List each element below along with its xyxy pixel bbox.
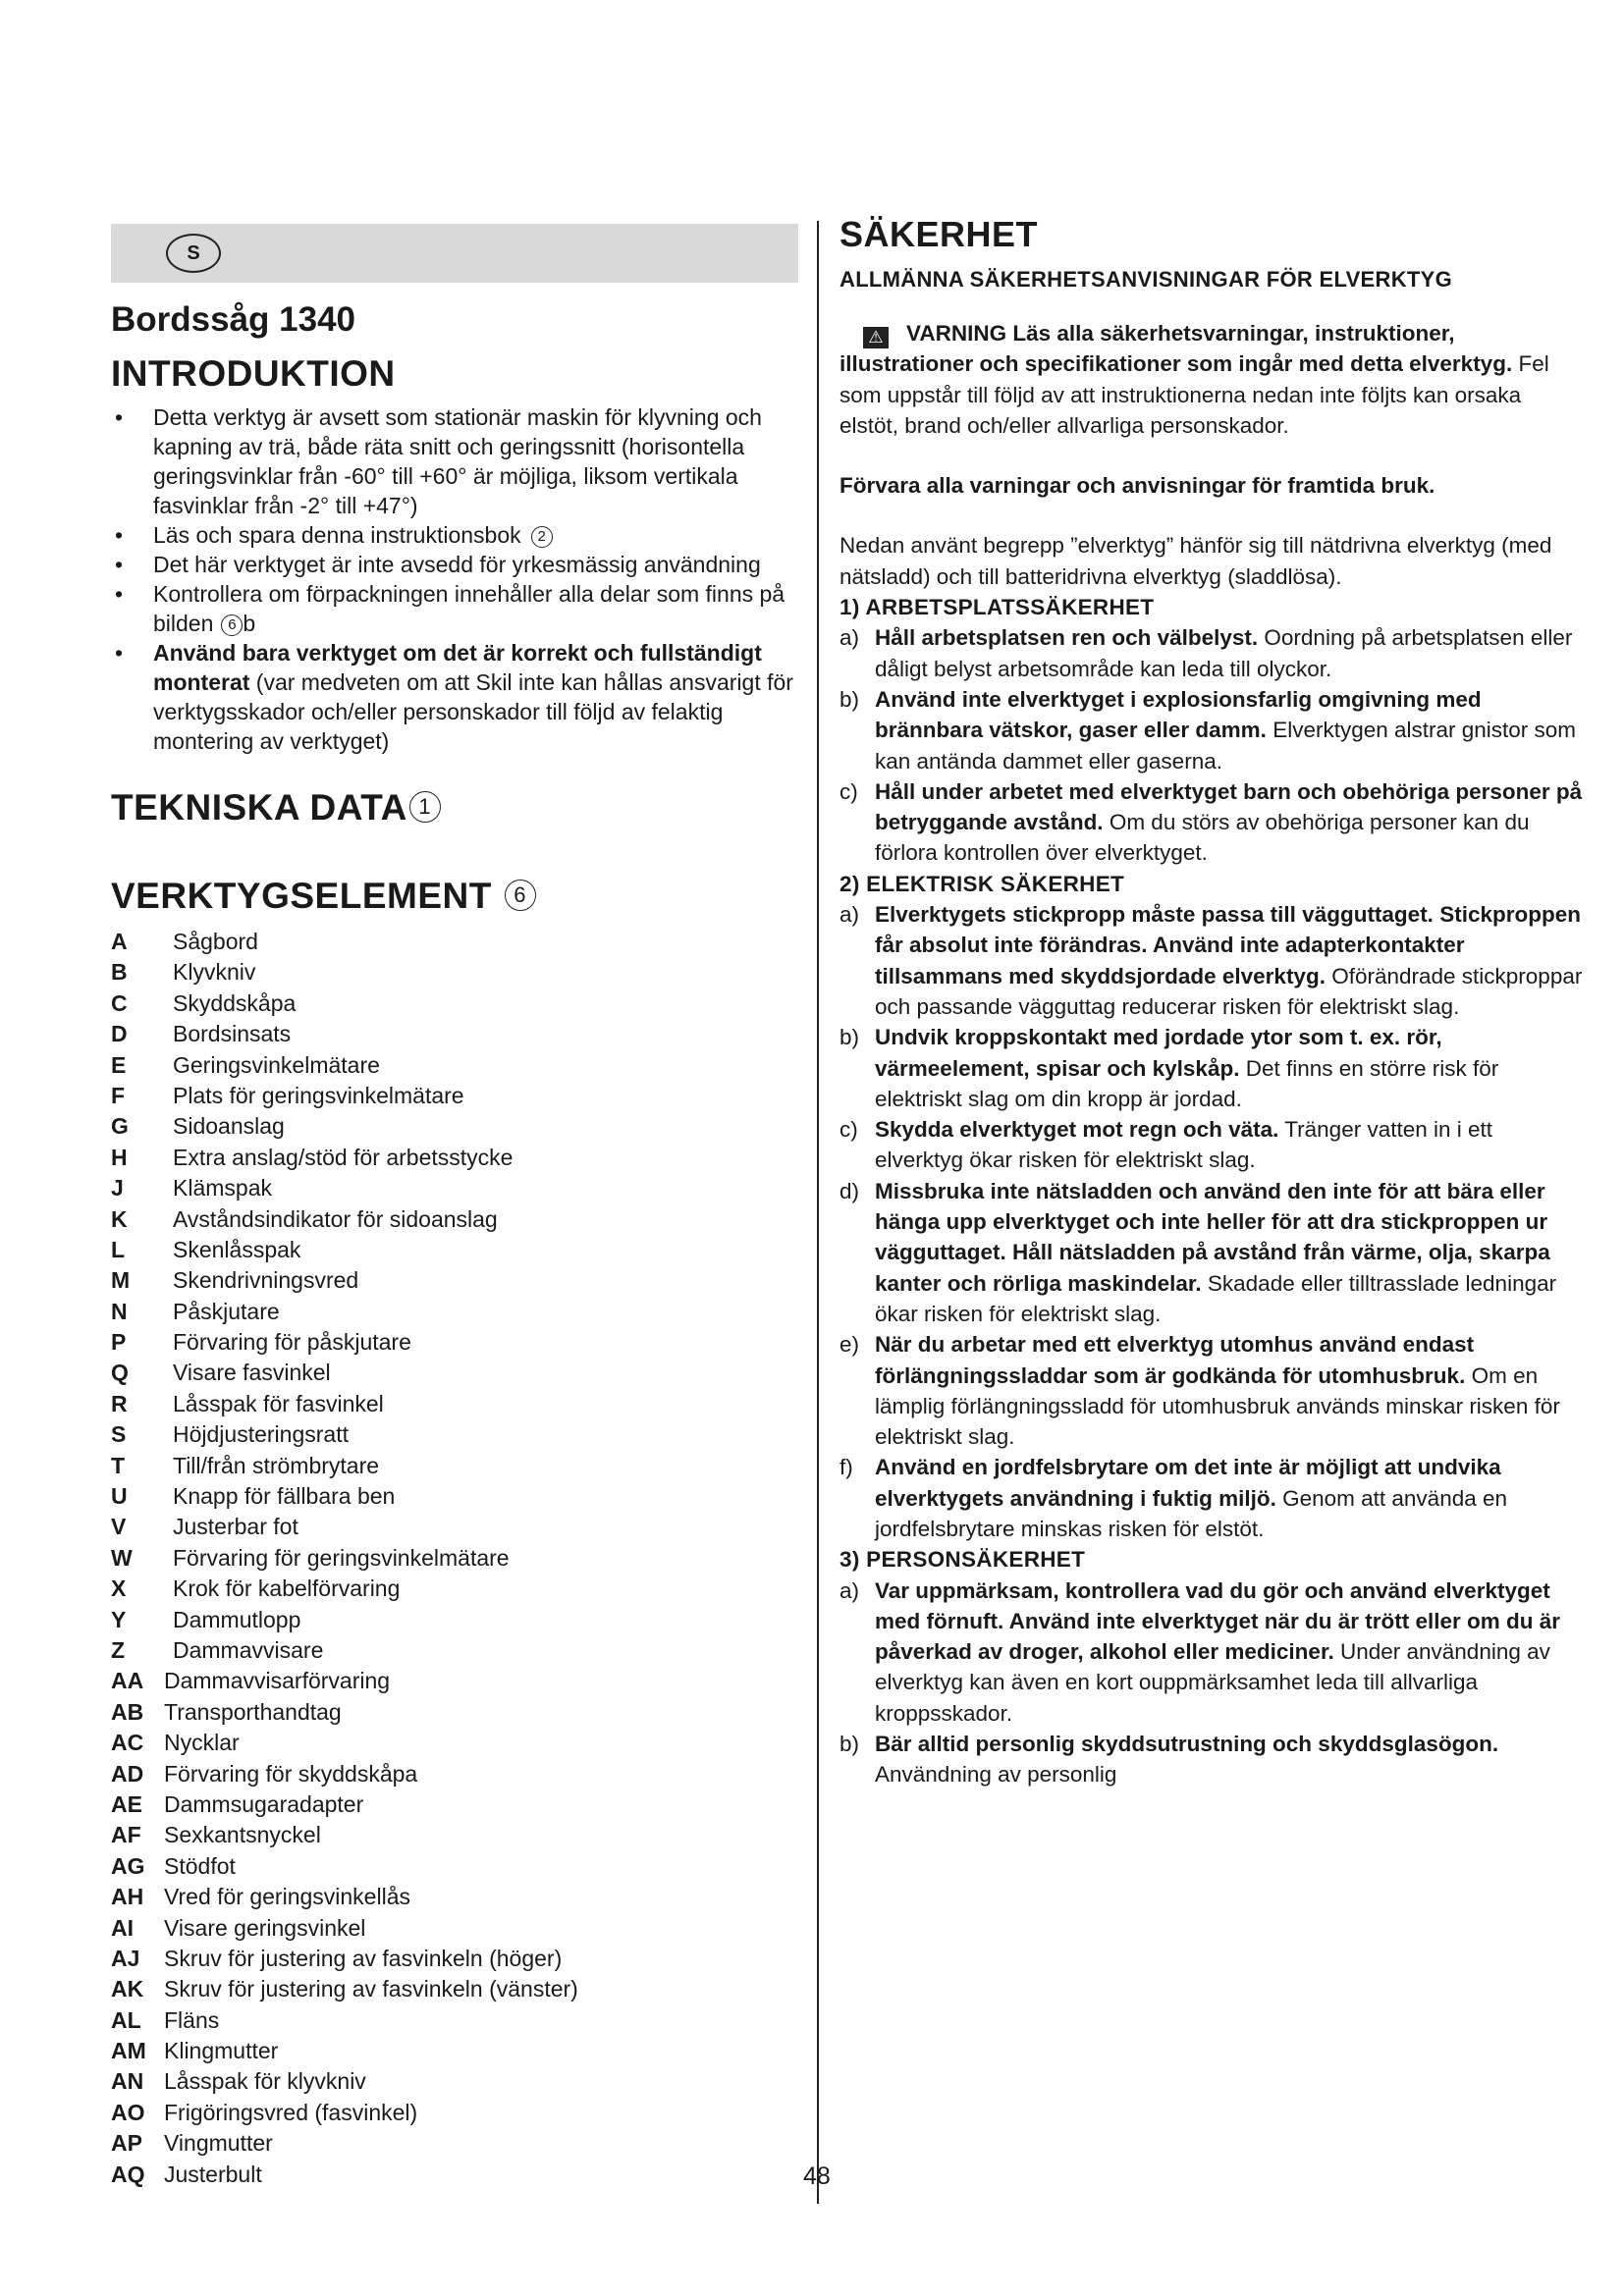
list-item: • Använd bara verktyget om det är korrekt och fullständigt monterat (var medveten om att Skil inte kan hållas ansvarigt för verktygsskador och/eller personskador till följd av felaktig montering av verktyget) xyxy=(111,638,798,756)
part-key: AF xyxy=(111,1822,141,1848)
part-row xyxy=(111,1944,798,1974)
part-row xyxy=(111,1173,798,1203)
language-band xyxy=(111,224,798,283)
part-row xyxy=(111,2128,798,2159)
part-key: M xyxy=(111,1267,131,1294)
part-key: AQ xyxy=(111,2161,145,2187)
part-key: S xyxy=(111,1421,127,1448)
figure-ref-badge: 1 xyxy=(409,791,441,823)
part-row xyxy=(111,2066,798,2097)
list-item: d) Missbruka inte nätsladden och använd den inte för att bära eller hänga upp elverktyget och inte heller för att dra stickproppen ur vägguttaget. Håll nätsladden på avstånd från värme, olja, skarpa kanter och rörliga maskindelar. Skadade eller tilltrasslade ledningar ökar risken för elektriskt slag. xyxy=(839,1178,1557,1326)
part-row xyxy=(111,1419,798,1450)
part-row xyxy=(111,1789,798,1820)
list-item: • Det här verktyget är inte avsedd för yrkesmässig användning xyxy=(111,550,798,579)
part-key: F xyxy=(111,1082,126,1108)
section-personal-title: 3) PERSONSÄKERHET xyxy=(839,1547,1086,1573)
part-row xyxy=(111,1882,798,1912)
keep-instructions: Förvara alla varningar och anvisningar för framtida bruk. xyxy=(839,473,1435,499)
part-row xyxy=(111,1389,798,1419)
part-name: Påskjutare xyxy=(173,1298,280,1324)
part-name: Justerbar fot xyxy=(173,1514,298,1540)
part-row xyxy=(111,1820,798,1850)
left-column xyxy=(111,224,798,2190)
part-row xyxy=(111,1974,798,2004)
part-name: Justerbult xyxy=(164,2161,262,2187)
part-key: AO xyxy=(111,2099,145,2125)
part-key: AI xyxy=(111,1914,134,1941)
part-key: X xyxy=(111,1575,127,1602)
part-key: C xyxy=(111,989,128,1016)
part-key: AC xyxy=(111,1730,144,1756)
part-key: E xyxy=(111,1051,127,1078)
part-name: Vred för geringsvinkellås xyxy=(164,1884,410,1910)
part-name: Höjdjusteringsratt xyxy=(173,1421,349,1448)
list-item: a) Håll arbetsplatsen ren och välbelyst. Oordning på arbetsplatsen eller dåligt belyst arbetsområde kan leda till olyckor. xyxy=(839,625,1573,681)
part-name: Visare fasvinkel xyxy=(173,1360,331,1386)
section-work-area-title: 1) ARBETSPLATSSÄKERHET xyxy=(839,595,1155,620)
part-key: H xyxy=(111,1144,128,1170)
part-row xyxy=(111,1327,798,1358)
part-row xyxy=(111,1605,798,1635)
part-name: Förvaring för skyddskåpa xyxy=(164,1760,418,1787)
warning-paragraph: ⚠ VARNING Läs alla säkerhetsvarningar, instruktioner, illustrationer och specifikationer som ingår med detta elverktyg. Fel som uppstår till följd av att instruktionerna nedan inte följts kan orsaka elstöt, brand och/eller allvarliga personskador. xyxy=(839,321,1549,438)
safety-title: SÄKERHET xyxy=(839,214,1039,254)
part-name: Plats för geringsvinkelmätare xyxy=(173,1082,464,1108)
part-name: Krok för kabelförvaring xyxy=(173,1575,401,1602)
part-name: Visare geringsvinkel xyxy=(164,1914,366,1941)
list-item: b) Använd inte elverktyget i explosionsfarlig omgivning med brännbara vätskor, gaser eller damm. Elverktygen alstrar gnistor som kan antända dammet eller gaserna. xyxy=(839,686,1577,774)
part-name: Knapp för fällbara ben xyxy=(173,1483,396,1510)
part-name: Skenlåsspak xyxy=(173,1236,301,1262)
part-name: Avståndsindikator för sidoanslag xyxy=(173,1205,498,1232)
part-key: R xyxy=(111,1390,128,1416)
part-row xyxy=(111,1235,798,1265)
part-key: L xyxy=(111,1236,126,1262)
part-row xyxy=(111,2160,798,2190)
part-row xyxy=(111,1265,798,1296)
part-row xyxy=(111,1081,798,1111)
part-name: Nycklar xyxy=(164,1730,240,1756)
part-key: AM xyxy=(111,2038,146,2064)
part-key: B xyxy=(111,959,128,986)
part-name: Dammavvisare xyxy=(173,1636,324,1663)
list-item: f) Använd en jordfelsbrytare om det inte är möjligt att undvika elverktygets användning i fuktig miljö. Genom att använda en jordfelsbrytare minskas risken för elstöt. xyxy=(839,1455,1508,1541)
figure-ref-badge: 6 xyxy=(221,614,243,636)
part-name: Låsspak för klyvkniv xyxy=(164,2068,366,2095)
part-key: G xyxy=(111,1113,129,1140)
safety-subtitle: ALLMÄNNA SÄKERHETSANVISNINGAR FÖR ELVERKTYG xyxy=(839,267,1453,292)
part-name: Förvaring för påskjutare xyxy=(173,1329,411,1356)
part-key: AL xyxy=(111,2006,141,2033)
part-row xyxy=(111,2036,798,2066)
part-row xyxy=(111,1543,798,1574)
parts-list xyxy=(111,927,798,2190)
part-name: Sexkantsnyckel xyxy=(164,1822,321,1848)
part-row xyxy=(111,1759,798,1789)
list-item: c) Skydda elverktyget mot regn och väta. Tränger vatten in i ett elverktyg ökar risken för elektriskt slag. xyxy=(839,1117,1493,1173)
part-name: Stödfot xyxy=(164,1852,236,1879)
part-name: Dammsugaradapter xyxy=(164,1790,364,1817)
part-key: N xyxy=(111,1298,128,1324)
part-key: P xyxy=(111,1329,127,1356)
list-item: • Detta verktyg är avsett som stationär maskin för klyvning och kapning av trä, både räta snitt och geringssnitt (horisontella geringsvinklar från -60° till +60° är möjliga, liksom vertikala fasvinklar från -2° till +47°) xyxy=(111,402,798,520)
part-row xyxy=(111,1666,798,1696)
list-item: b) Bär alltid personlig skyddsutrustning och skyddsglasögon. Användning av personlig xyxy=(839,1732,1499,1788)
part-key: T xyxy=(111,1452,126,1478)
part-row xyxy=(111,2005,798,2036)
part-key: D xyxy=(111,1021,128,1047)
part-key: AG xyxy=(111,1852,145,1879)
part-key: V xyxy=(111,1514,127,1540)
list-item: • Läs och spara denna instruktionsbok 2 xyxy=(111,520,798,550)
right-column xyxy=(839,214,1586,1790)
part-row xyxy=(111,957,798,988)
part-key: AN xyxy=(111,2068,144,2095)
part-name: Till/från strömbrytare xyxy=(173,1452,380,1478)
intro-title: INTRODUKTION xyxy=(111,353,396,394)
part-key: W xyxy=(111,1544,133,1571)
part-name: Transporthandtag xyxy=(164,1698,342,1725)
list-item: e) När du arbetar med ett elverktyg utomhus använd endast förlängningssladdar som är godkända för utomhusbruk. Om en lämplig förlängningssladd för utomhusbruk används minskar risken för elektriskt slag. xyxy=(839,1332,1560,1450)
tech-data-title: TEKNISKA DATA 1 xyxy=(111,787,798,828)
part-key: J xyxy=(111,1175,124,1201)
definition-paragraph: Nedan använt begrepp ”elverktyg” hänför sig till nätdrivna elverktyg (med nätsladd) och till batteridrivna elverktyg (sladdlösa). xyxy=(839,533,1552,589)
part-row xyxy=(111,1728,798,1758)
part-key: K xyxy=(111,1205,128,1232)
part-key: Z xyxy=(111,1636,126,1663)
part-key: AE xyxy=(111,1790,142,1817)
figure-ref-badge: 2 xyxy=(531,526,553,548)
part-name: Frigöringsvred (fasvinkel) xyxy=(164,2099,418,2125)
warning-icon: ⚠ xyxy=(863,327,889,348)
list-item: • Kontrollera om förpackningen innehåller alla delar som finns på bilden 6 b xyxy=(111,579,798,638)
list-item: c) Håll under arbetet med elverktyget barn och obehöriga personer på betryggande avstånd. Om du störs av obehöriga personer kan du förlora kontrollen över elverktyget. xyxy=(839,778,1583,866)
intro-bullets xyxy=(111,402,798,756)
part-name: Klämspak xyxy=(173,1175,272,1201)
part-row xyxy=(111,1050,798,1081)
part-row xyxy=(111,1358,798,1388)
part-key: AP xyxy=(111,2130,142,2157)
part-name: Klingmutter xyxy=(164,2038,279,2064)
part-row xyxy=(111,1574,798,1604)
part-row xyxy=(111,2098,798,2128)
part-row xyxy=(111,1451,798,1481)
column-divider xyxy=(817,221,819,2204)
part-name: Klyvkniv xyxy=(173,959,256,986)
part-key: AD xyxy=(111,1760,144,1787)
part-row xyxy=(111,1481,798,1512)
part-name: Skendrivningsvred xyxy=(173,1267,359,1294)
section-electrical-title: 2) ELEKTRISK SÄKERHET xyxy=(839,871,1125,896)
list-item: b) Undvik kroppskontakt med jordade ytor som t. ex. rör, värmeelement, spisar och kylskåp. Det finns en större risk för elektriskt slag om din kropp är jordad. xyxy=(839,1025,1499,1111)
page-number: 48 xyxy=(803,2163,831,2190)
part-name: Geringsvinkelmätare xyxy=(173,1051,380,1078)
part-row xyxy=(111,1204,798,1235)
part-key: U xyxy=(111,1483,128,1510)
part-row xyxy=(111,1635,798,1666)
part-row xyxy=(111,1512,798,1542)
list-item: a) Var uppmärksam, kontrollera vad du gör och använd elverktyget med förnuft. Använd inte elverktyget när du är trött eller om du är påverkad av droger, alkohol eller mediciner. Under användning av elverktyg kan även en kort ouppmärksamhet leda till allvarliga kroppsskador. xyxy=(839,1577,1561,1726)
part-name: Låsspak för fasvinkel xyxy=(173,1390,384,1416)
figure-ref-badge: 6 xyxy=(505,880,536,911)
part-name: Skruv för justering av fasvinkeln (höger) xyxy=(164,1945,563,1971)
part-key: Y xyxy=(111,1606,127,1632)
part-row xyxy=(111,988,798,1019)
part-key: A xyxy=(111,929,128,954)
part-row xyxy=(111,1851,798,1882)
part-name: Sågbord xyxy=(173,929,258,954)
part-row xyxy=(111,927,798,957)
language-badge: S xyxy=(166,234,221,273)
part-row xyxy=(111,1111,798,1142)
part-key: AB xyxy=(111,1698,144,1725)
part-name: Dammutlopp xyxy=(173,1606,301,1632)
part-key: AK xyxy=(111,1976,144,2002)
part-name: Skyddskåpa xyxy=(173,989,297,1016)
part-key: AA xyxy=(111,1668,144,1694)
part-row xyxy=(111,1297,798,1327)
part-name: Fläns xyxy=(164,2006,220,2033)
part-row xyxy=(111,1143,798,1173)
product-title: Bordssåg 1340 xyxy=(111,300,356,339)
part-row xyxy=(111,1913,798,1944)
tool-elements-title: VERKTYGSELEMENT 6 xyxy=(111,876,798,917)
part-name: Extra anslag/stöd för arbetsstycke xyxy=(173,1144,514,1170)
part-name: Bordsinsats xyxy=(173,1021,292,1047)
part-name: Sidoanslag xyxy=(173,1113,285,1140)
part-key: AJ xyxy=(111,1945,140,1971)
part-row xyxy=(111,1019,798,1049)
part-name: Skruv för justering av fasvinkeln (vänster) xyxy=(164,1976,578,2002)
part-key: Q xyxy=(111,1360,129,1386)
part-key: AH xyxy=(111,1884,144,1910)
part-row xyxy=(111,1697,798,1728)
part-name: Vingmutter xyxy=(164,2130,273,2157)
part-name: Förvaring för geringsvinkelmätare xyxy=(173,1544,510,1571)
list-item: a) Elverktygets stickpropp måste passa till vägguttaget. Stickproppen får absolut inte förändras. Använd inte adapterkontakter tillsammans med skyddsjordade elverktyg. Oförändrade stickproppar och passande vägguttag reducerar risken för elektriskt slag. xyxy=(839,902,1583,1019)
part-name: Dammavvisarförvaring xyxy=(164,1668,391,1694)
